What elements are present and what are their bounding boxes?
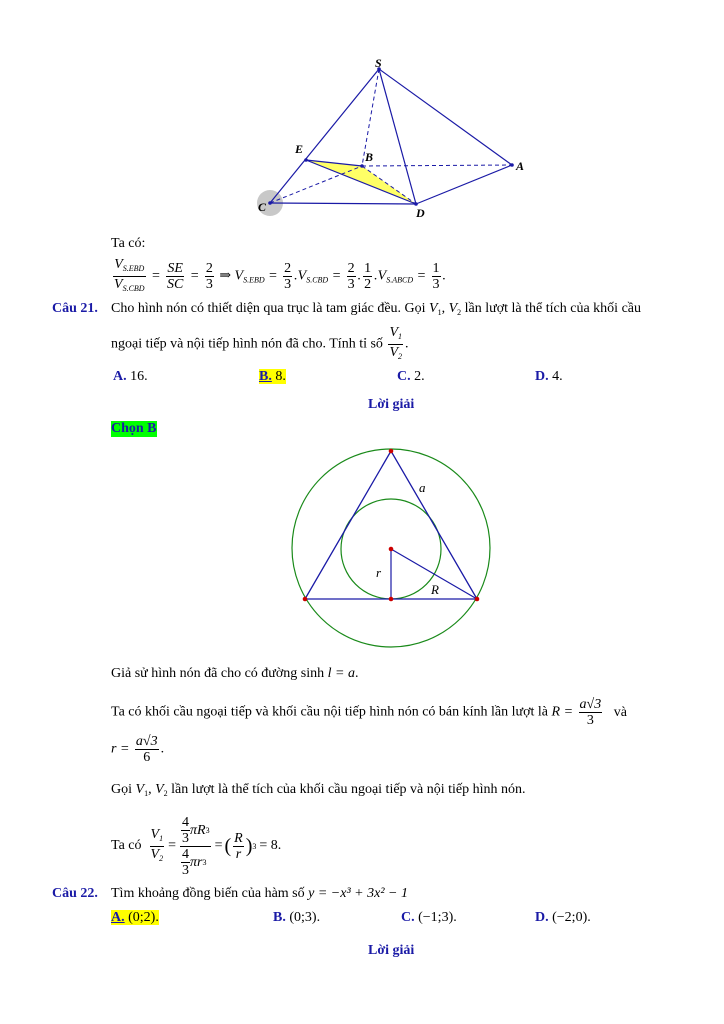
label-a: A — [516, 159, 525, 173]
edge-cb — [270, 166, 362, 203]
intro-text: Ta có: — [111, 236, 146, 251]
label-s: S — [375, 56, 382, 70]
label-b: B — [365, 150, 374, 164]
volume-ratio-equation: $\frac{V_{S.EBD}}{V_{S.CBD}}$ = $\frac{SE}{SC}$ = $\frac{2}{3}$ ⇒ $V_{S.EBD}$ = $\frac{2}{3}$ $.V_{S.CBD}$ = $\frac{2}{3}$ . $\frac{1}{2}$ $.V_{S.ABCD}$ = $\frac{1}{3}$ . — [114, 257, 447, 293]
option-d-21[interactable]: D. 4. — [535, 369, 563, 384]
question-21-line1: Cho hình nón có thiết diện qua trục là tam giác đều. Gọi $V_1$, $V_2$ lần lượt là thể tích của khối cầu — [111, 301, 641, 317]
cone-sphere-figure — [290, 447, 494, 651]
solution-21-line1: Giả sử hình nón đã cho có đường sinh l = a. — [111, 666, 359, 681]
option-d-22[interactable]: D. (−2;0). — [535, 910, 591, 925]
edge-ba — [362, 165, 512, 166]
solution-21-line2: Ta có khối cầu ngoại tiếp và khối cầu nội tiếp hình nón có bán kính lần lượt là R = $\frac{a√3}{3}$ và — [111, 697, 627, 728]
question-22-text: Tìm khoảng đồng biến của hàm số y = −x³ + 3x² − 1 — [111, 886, 408, 901]
edge-cd — [270, 203, 416, 204]
solution-title-22: Lời giải — [368, 943, 415, 958]
option-a-22[interactable]: A. (0;2). — [111, 910, 159, 925]
option-b-22[interactable]: B. (0;3). — [273, 910, 321, 925]
label-r: r — [376, 565, 382, 580]
solution-21-line3: Gọi $V_1$, $V_2$ lần lượt là thể tích của khối cầu ngoại tiếp và nội tiếp hình nón. — [111, 782, 526, 798]
label-a-side: a — [419, 480, 426, 495]
pyramid-figure — [250, 55, 540, 225]
label-c: C — [258, 200, 267, 214]
label-d: D — [416, 206, 425, 220]
question-21-line2: ngoại tiếp và nội tiếp hình nón đã cho. Tính tỉ số $\frac{V_1}{V_2}$ . — [111, 325, 409, 361]
edge-sa — [379, 69, 512, 165]
solution-21-ratio-equation: Ta có $\frac{V_1}{V_2}$ = $\frac{4}{3}$ πR 3 $\frac{4}{3}$ πr 3 = ( $\frac{R}{r}$ ) 3 = 8 . — [111, 814, 282, 878]
option-c-22[interactable]: C. (−1;3). — [401, 910, 457, 925]
question-21-label: Câu 21. — [52, 301, 98, 316]
option-c-21[interactable]: C. 2. — [397, 369, 425, 384]
solution-21-r-formula: r = $\frac{a√3}{6}$ . — [111, 734, 165, 765]
option-b-21[interactable]: B. 8. — [259, 369, 286, 384]
label-R: R — [431, 582, 439, 597]
label-e: E — [295, 142, 304, 156]
chosen-answer-21: Chọn B — [111, 421, 157, 436]
option-a-21[interactable]: A. 16. — [113, 369, 148, 384]
edge-da — [416, 165, 512, 204]
question-22-label: Câu 22. — [52, 886, 98, 901]
solution-title-21: Lời giải — [368, 397, 415, 412]
